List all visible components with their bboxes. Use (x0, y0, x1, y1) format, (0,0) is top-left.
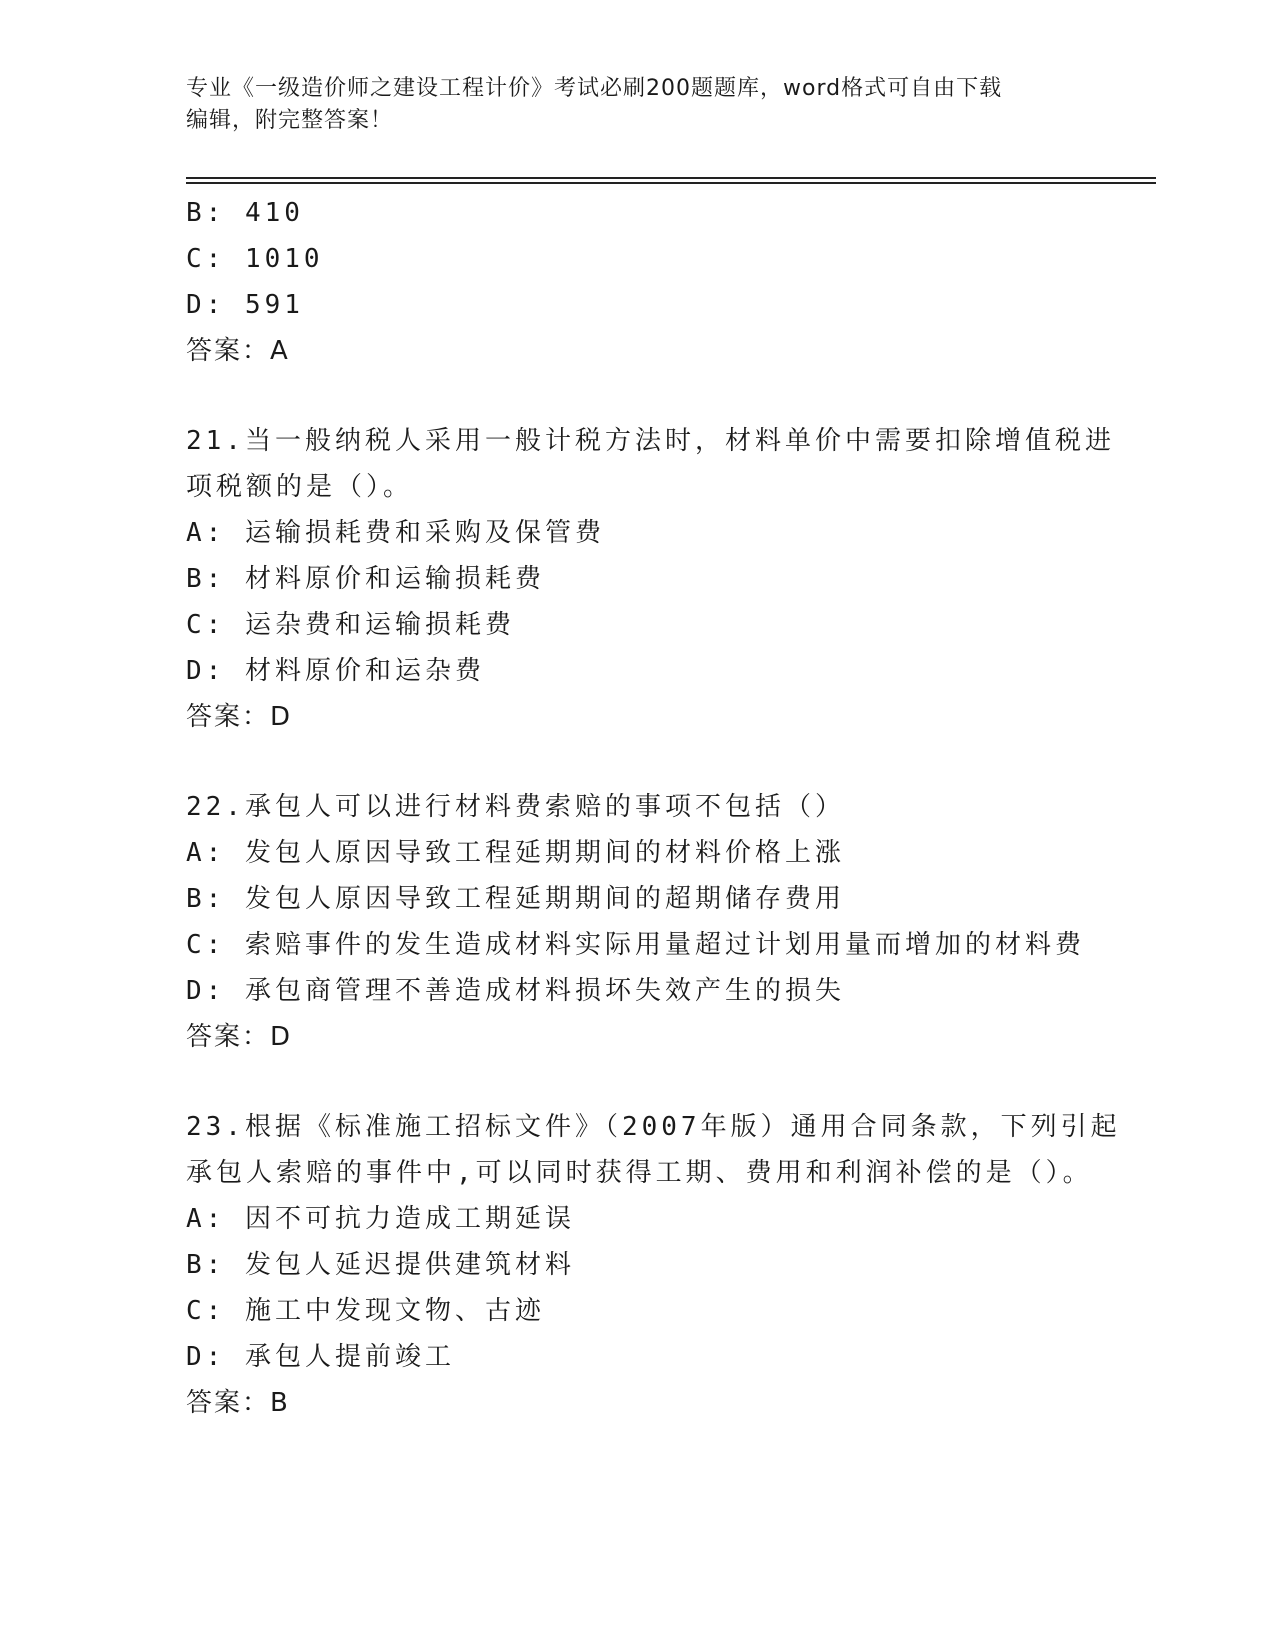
option-a: A: 运输损耗费和采购及保管费 (186, 518, 605, 548)
document-header (186, 73, 1086, 137)
question-stem: 承包人索赔的事件中,可以同时获得工期、费用和利润补偿的是（）。 (186, 1158, 1093, 1188)
option-b: B: 410 (186, 198, 304, 228)
question-22 (186, 784, 1136, 1060)
question-stem: 21.当一般纳税人采用一般计税方法时，材料单价中需要扣除增值税进 (186, 426, 1115, 456)
option-c: C: 1010 (186, 244, 324, 274)
option-a: A: 发包人原因导致工程延期期间的材料价格上涨 (186, 838, 845, 868)
question-partial (186, 190, 1136, 374)
answer-line: 答案：D (186, 702, 293, 732)
option-d: D: 591 (186, 290, 304, 320)
question-21 (186, 418, 1136, 740)
question-23 (186, 1104, 1136, 1426)
spacer (186, 374, 1136, 418)
question-stem: 22.承包人可以进行材料费索赔的事项不包括（） (186, 792, 845, 822)
header-rule-bottom (186, 182, 1156, 184)
spacer (186, 1060, 1136, 1104)
header-line-1: 专业《一级造价师之建设工程计价》考试必刷200题题库，word格式可自由下载 (186, 76, 1003, 101)
option-c: C: 索赔事件的发生造成材料实际用量超过计划用量而增加的材料费 (186, 930, 1085, 960)
header-rule-top (186, 177, 1156, 179)
spacer (186, 740, 1136, 784)
option-c: C: 施工中发现文物、古迹 (186, 1296, 545, 1326)
header-line-2: 编辑，附完整答案！ (186, 108, 394, 133)
option-b: B: 材料原价和运输损耗费 (186, 564, 545, 594)
option-d: D: 承包商管理不善造成材料损坏失效产生的损失 (186, 976, 845, 1006)
option-b: B: 发包人延迟提供建筑材料 (186, 1250, 575, 1280)
option-d: D: 材料原价和运杂费 (186, 656, 485, 686)
question-stem: 项税额的是（）。 (186, 472, 414, 502)
answer-line: 答案：B (186, 1388, 290, 1418)
option-a: A: 因不可抗力造成工期延误 (186, 1204, 575, 1234)
question-stem: 23.根据《标准施工招标文件》（2007年版）通用合同条款，下列引起 (186, 1112, 1121, 1142)
answer-line: 答案：D (186, 1022, 293, 1052)
document-body (186, 190, 1136, 1426)
answer-line: 答案：A (186, 336, 290, 366)
option-b: B: 发包人原因导致工程延期期间的超期储存费用 (186, 884, 845, 914)
option-d: D: 承包人提前竣工 (186, 1342, 455, 1372)
option-c: C: 运杂费和运输损耗费 (186, 610, 515, 640)
